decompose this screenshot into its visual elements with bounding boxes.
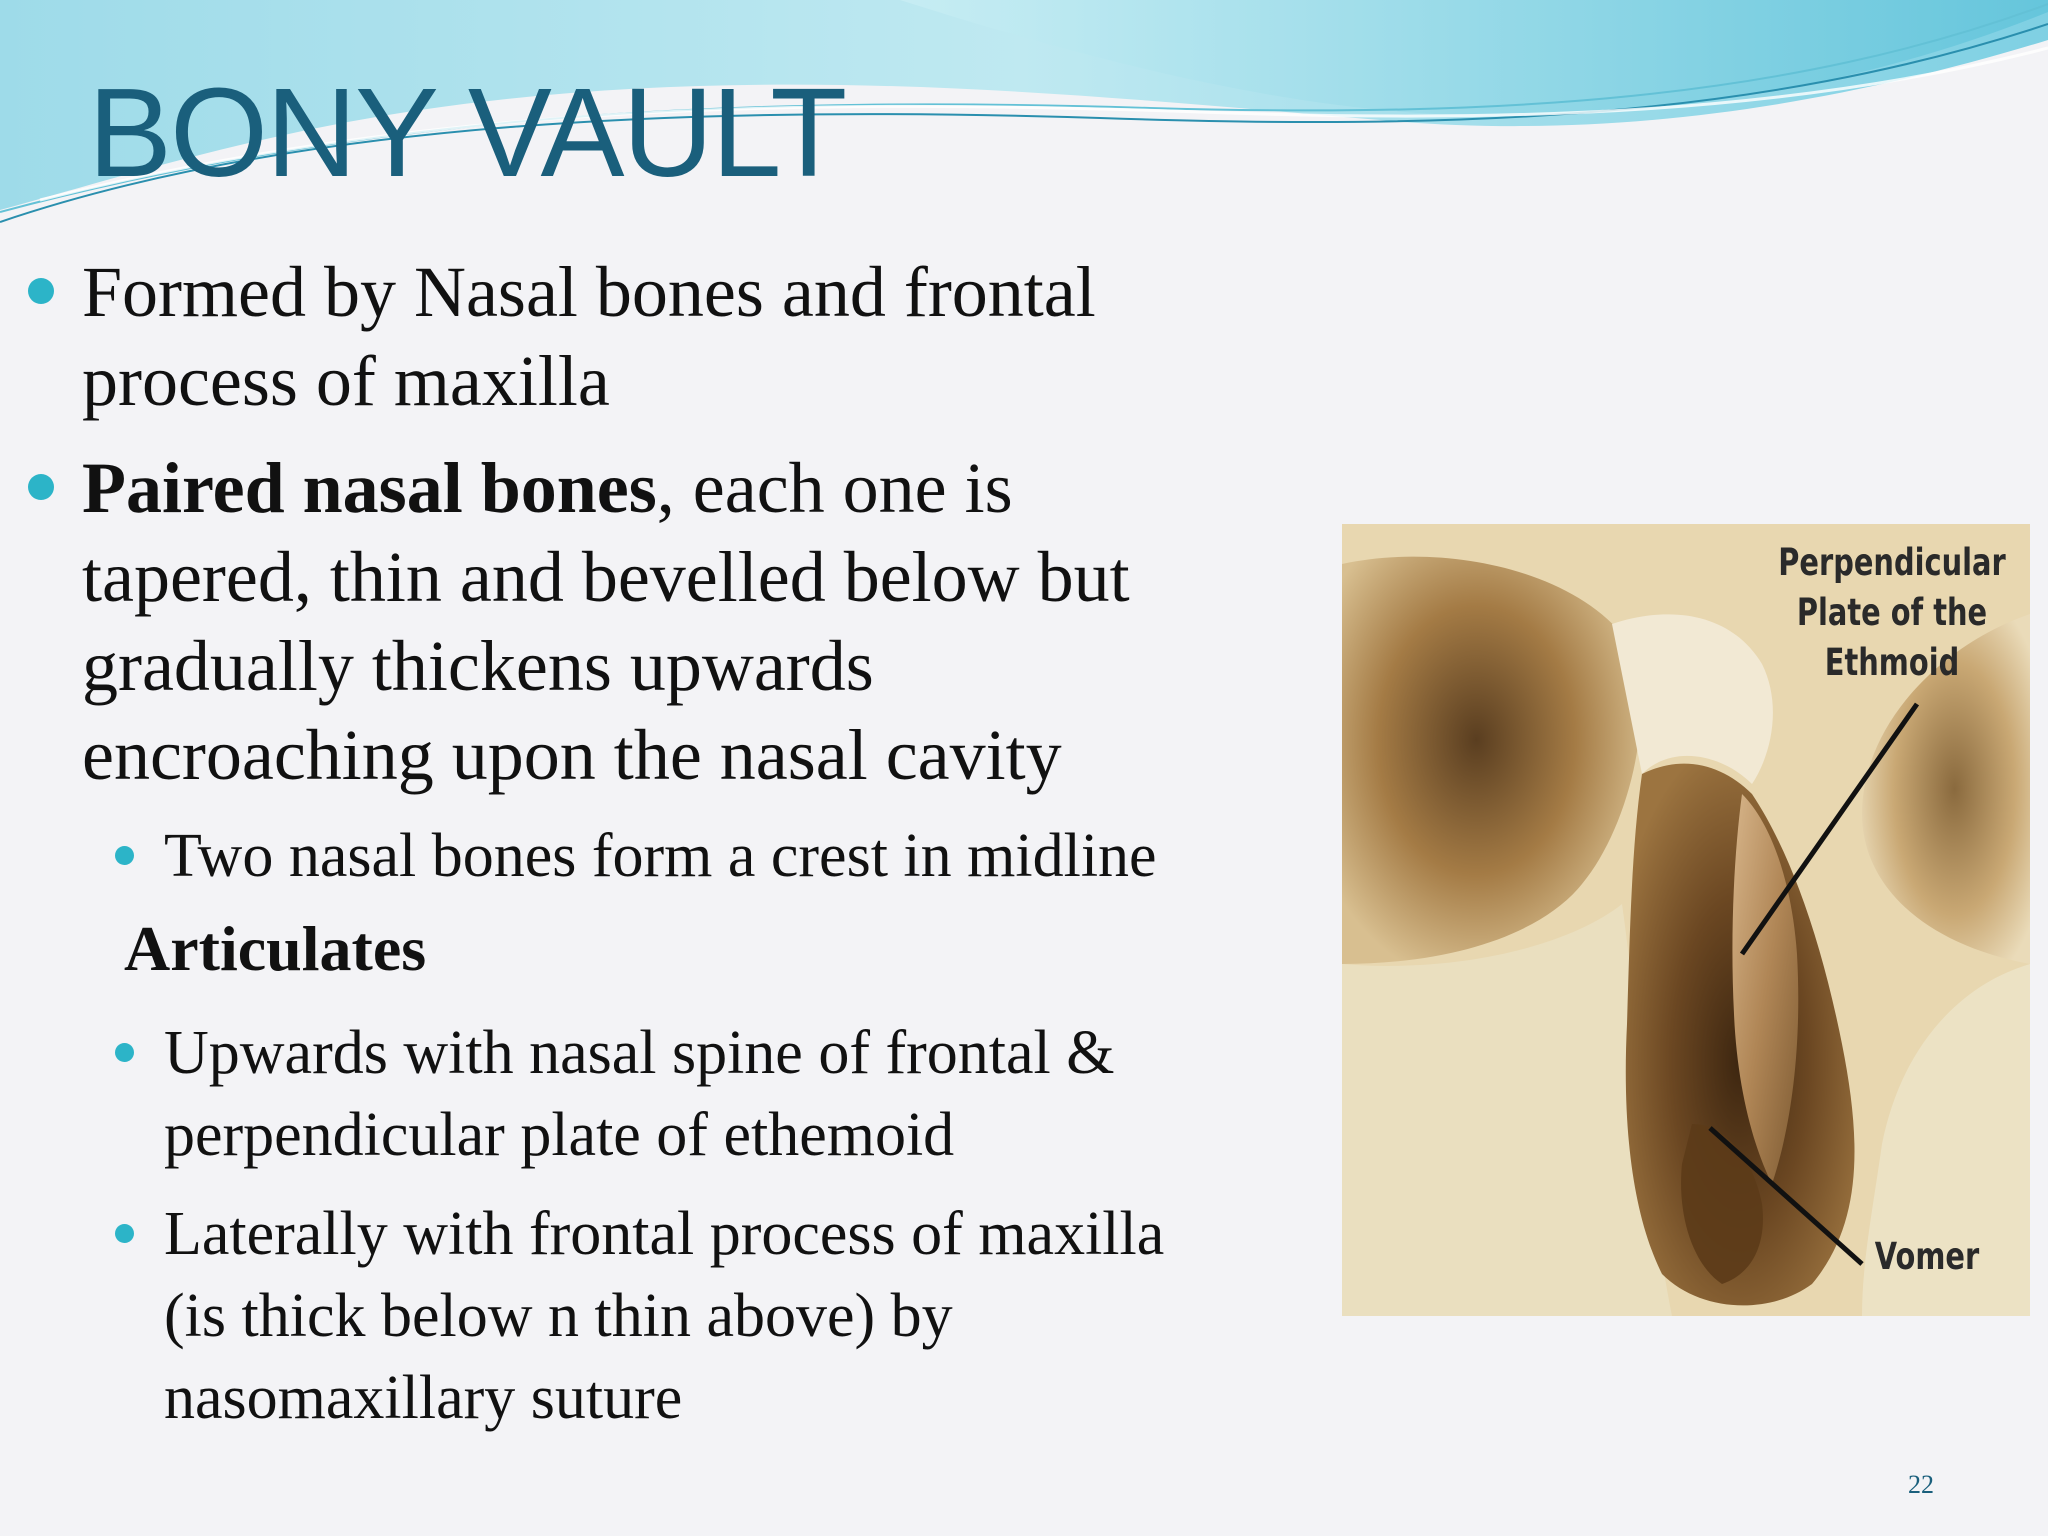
articulates-heading: Articulates [124,913,427,984]
bullet-line: nasomaxillary suture [164,1364,683,1432]
bullet-line: perpendicular plate of ethemoid [164,1101,955,1169]
page-number: 22 [1908,1470,1934,1499]
bullet-line: , each one is [656,448,1013,528]
figure-label-line: Perpendicular [1778,541,2006,584]
bullet-line: Formed by Nasal bones and frontal [82,252,1096,332]
bullet-dot [28,474,54,500]
sub-bullet-dot [115,1224,134,1243]
bullet-dot [28,278,54,304]
figure-label-line: Vomer [1874,1235,1980,1278]
figure-label-line: Ethmoid [1824,641,1960,684]
bullet-line: (is thick below n thin above) by [164,1282,953,1350]
bullet-line: gradually thickens upwards [82,626,874,706]
sub-bullet-item [164,1193,1394,1439]
sub-bullet-item [164,1012,1394,1176]
bullet-line: tapered, thin and bevelled below but [82,537,1130,617]
slide-title: BONY VAULT [88,62,846,203]
sub-bullet-dot [115,1043,134,1062]
bullet-line: encroaching upon the nasal cavity [82,715,1062,795]
bullet-item [82,444,1332,800]
nasal-anatomy-figure [1342,524,2030,1316]
bullet-bold-lead: Paired nasal bones [82,448,657,528]
figure-label-vomer [1869,1232,1986,1282]
bullet-line: Laterally with frontal process of maxilla [164,1200,1165,1268]
sub-bullet-item [164,815,1394,897]
figure-label-line: Plate of the [1796,591,1988,634]
bullet-item [82,248,1332,426]
sub-bullet-dot [115,846,134,865]
bullet-line: process of maxilla [82,341,610,421]
bullet-line: Two nasal bones form a crest in midline [164,822,1157,890]
bullet-line: Upwards with nasal spine of frontal & [164,1019,1115,1087]
figure-label-perpendicular-plate [1759,538,2024,688]
